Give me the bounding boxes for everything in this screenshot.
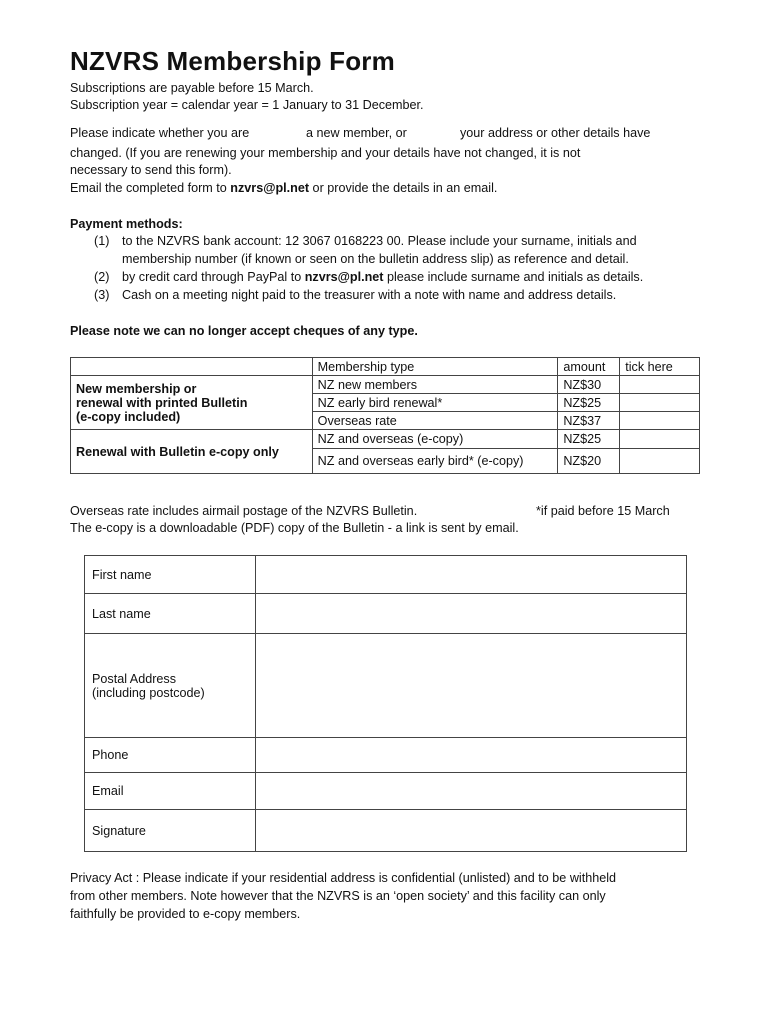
form-row	[85, 738, 687, 773]
email-address: nzvrs@pl.net	[230, 181, 310, 195]
form-row	[85, 594, 687, 634]
form-row	[85, 773, 687, 810]
membership-type-cell: NZ and overseas early bird* (e-copy)	[312, 449, 558, 474]
empty-header-cell	[71, 358, 313, 376]
tick-cell[interactable]	[620, 430, 700, 449]
amount-cell: NZ$30	[558, 376, 620, 394]
payment-item-2: (2) by credit card through PayPal to nzvrs@pl.net please include surname and initials as details.	[94, 270, 644, 284]
amount-cell: NZ$20	[558, 449, 620, 474]
amount-cell: NZ$25	[558, 394, 620, 412]
tick-header: tick here	[620, 358, 700, 376]
subscriptions-due-text: Subscriptions are payable before 15 March.	[70, 81, 314, 95]
group-ecopy-only: Renewal with Bulletin e-copy only	[71, 430, 313, 474]
membership-type-header: Membership type	[312, 358, 558, 376]
tick-cell[interactable]	[620, 412, 700, 430]
indicate-text-b: a new member, or	[306, 126, 407, 140]
indicate-text-a: Please indicate whether you are	[70, 126, 250, 140]
form-row	[85, 556, 687, 594]
indicate-text-d: changed. (If you are renewing your membership and your details have not changed, it is not	[70, 146, 581, 160]
last-name-field[interactable]	[256, 594, 687, 634]
privacy-line-3: faithfully be provided to e-copy members.	[70, 907, 301, 921]
early-bird-note: *if paid before 15 March	[536, 504, 670, 518]
payment-heading: Payment methods:	[70, 217, 183, 231]
page-title: NZVRS Membership Form	[70, 46, 395, 76]
table-row	[71, 430, 700, 449]
email-label: Email	[85, 773, 256, 810]
tick-cell[interactable]	[620, 449, 700, 474]
phone-label: Phone	[85, 738, 256, 773]
overseas-note: Overseas rate includes airmail postage of the NZVRS Bulletin.	[70, 504, 418, 518]
payment-item-1: (1) to the NZVRS bank account: 12 3067 0168223 00. Please include your surname, initials and	[94, 234, 637, 248]
membership-type-cell: NZ and overseas (e-copy)	[312, 430, 558, 449]
indicate-text-c: your address or other details have	[460, 126, 651, 140]
phone-field[interactable]	[256, 738, 687, 773]
form-row	[85, 810, 687, 852]
tick-cell[interactable]	[620, 394, 700, 412]
tick-cell[interactable]	[620, 376, 700, 394]
subscription-year-text: Subscription year = calendar year = 1 January to 31 December.	[70, 98, 424, 112]
member-details-table	[84, 555, 687, 852]
email-field[interactable]	[256, 773, 687, 810]
amount-cell: NZ$37	[558, 412, 620, 430]
indicate-text-e: necessary to send this form).	[70, 163, 232, 177]
membership-type-cell: NZ new members	[312, 376, 558, 394]
privacy-line-2: from other members. Note however that the NZVRS is an ‘open society’ and this facility can only	[70, 889, 606, 903]
table-header-row	[71, 358, 700, 376]
first-name-label: First name	[85, 556, 256, 594]
amount-header: amount	[558, 358, 620, 376]
signature-label: Signature	[85, 810, 256, 852]
membership-type-cell: Overseas rate	[312, 412, 558, 430]
group-printed-bulletin: New membership or renewal with printed Bulletin (e-copy included)	[71, 376, 313, 430]
payment-item-1-cont: membership number (if known or seen on the bulletin address slip) as reference and detail.	[122, 252, 629, 266]
postal-address-field[interactable]	[256, 634, 687, 738]
first-name-field[interactable]	[256, 556, 687, 594]
ecopy-note: The e-copy is a downloadable (PDF) copy of the Bulletin - a link is sent by email.	[70, 521, 519, 535]
privacy-line-1: Privacy Act : Please indicate if your residential address is confidential (unlisted) and to be withheld	[70, 871, 617, 885]
cheque-note: Please note we can no longer accept cheques of any type.	[70, 324, 418, 338]
amount-cell: NZ$25	[558, 430, 620, 449]
membership-table	[70, 357, 700, 474]
postal-address-label: Postal Address (including postcode)	[85, 634, 256, 738]
form-row	[85, 634, 687, 738]
last-name-label: Last name	[85, 594, 256, 634]
membership-type-cell: NZ early bird renewal*	[312, 394, 558, 412]
email-instruction: Email the completed form to nzvrs@pl.net or provide the details in an email.	[70, 181, 498, 195]
table-row	[71, 376, 700, 394]
signature-field[interactable]	[256, 810, 687, 852]
payment-item-3: (3) Cash on a meeting night paid to the treasurer with a note with name and address details.	[94, 288, 617, 302]
